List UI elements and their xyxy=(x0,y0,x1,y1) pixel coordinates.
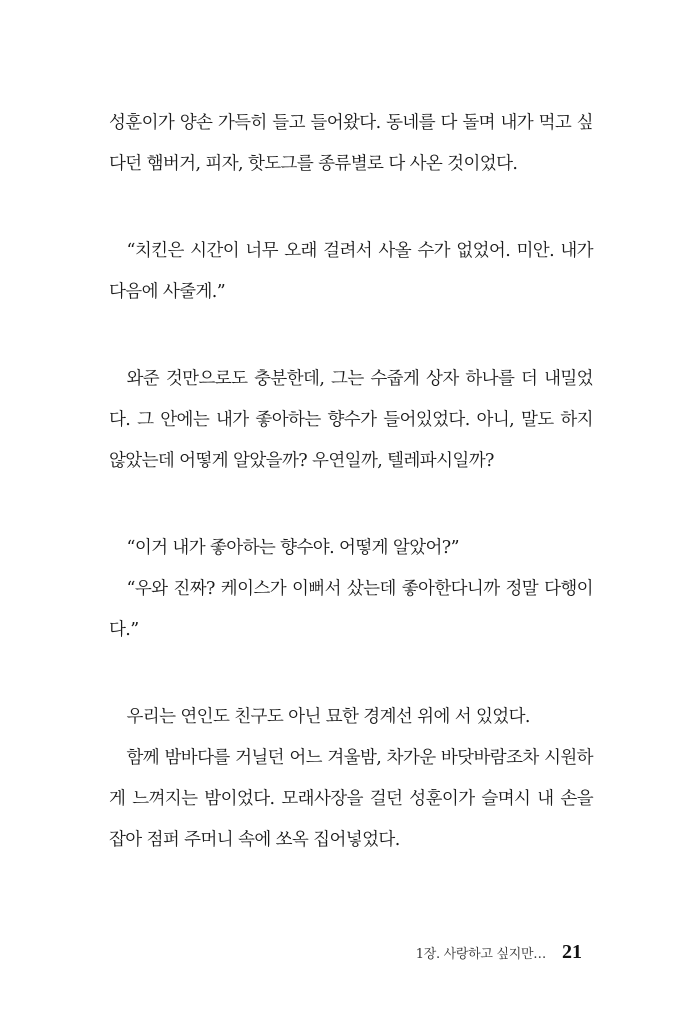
paragraph: “이거 내가 좋아하는 향수야. 어떻게 알았어?” xyxy=(126,538,459,558)
page-number: 21 xyxy=(562,941,582,963)
paragraph: 와준 것만으로도 충분한데, 그는 수줍게 상자 하나를 더 내밀었다. 그 안에는 내가 좋아하는 향수가 들어있었다. 아니, 말도 하지 않았는데 어떻게 알았을까? 우연일까, 텔레파시일까? xyxy=(109,369,593,471)
paragraph-gap xyxy=(109,185,593,231)
paragraph: 우리는 연인도 친구도 아닌 묘한 경계선 위에 서 있었다. xyxy=(126,707,530,727)
page-footer xyxy=(416,941,582,964)
running-chapter-title: 1장. 사랑하고 싶지만… xyxy=(415,947,546,962)
paragraph-gap xyxy=(109,313,593,359)
body-text xyxy=(109,103,593,861)
paragraph: “치킨은 시간이 너무 오래 걸려서 사올 수가 없었어. 미안. 내가 다음에 사줄게.” xyxy=(109,241,593,302)
paragraph: 함께 밤바다를 거닐던 어느 겨울밤, 차가운 바닷바람조차 시원하게 느껴지는 밤이었다. 모래사장을 걸던 성훈이가 슬며시 내 손을 잡아 점퍼 주머니 속에 쏘옥 집어넣었다. xyxy=(109,748,593,850)
paragraph-gap xyxy=(109,651,593,697)
paragraph-gap xyxy=(109,482,593,528)
paragraph: 성훈이가 양손 가득히 들고 들어왔다. 동네를 다 돌며 내가 먹고 싶다던 햄버거, 피자, 핫도그를 종류별로 다 사온 것이었다. xyxy=(109,113,593,174)
paragraph: “우와 진짜? 케이스가 이뻐서 샀는데 좋아한다니까 정말 다행이다.” xyxy=(109,579,593,640)
